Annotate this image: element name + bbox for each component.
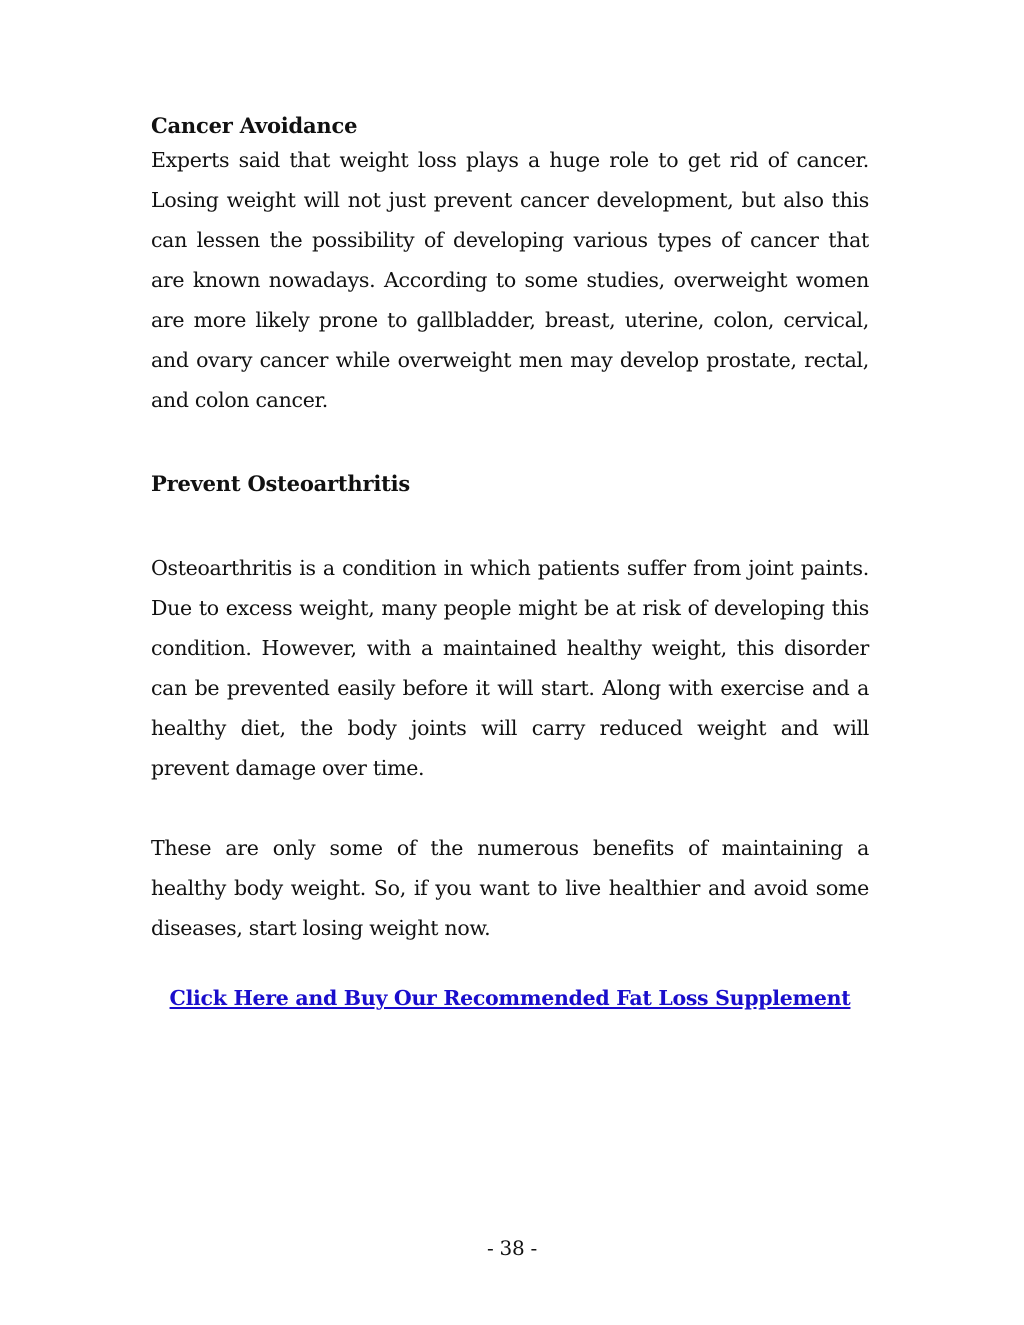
conclusion-paragraph: These are only some of the numerous benefits of maintaining a healthy body weight. So, if you want to live healthier and avoid some diseases, start losing weight now. (151, 836, 869, 940)
cancer-avoidance-heading: Cancer Avoidance (151, 113, 358, 138)
prevent-osteoarthritis-heading: Prevent Osteoarthritis (151, 471, 411, 496)
buy-supplement-link[interactable]: Click Here and Buy Our Recommended Fat Loss Supplement (169, 986, 851, 1010)
page-number: - 38 - (487, 1236, 537, 1260)
document-page (151, 110, 869, 1010)
cancer-avoidance-paragraph: Experts said that weight loss plays a huge role to get rid of cancer. Losing weight will not just prevent cancer development, but also this can lessen the possibility of developing various types of cancer that are known nowadays. According to some studies, overweight women are more likely prone to gallbladder, breast, uterine, colon, cervical, and ovary cancer while overweight men may develop prostate, rectal, and colon cancer. (151, 148, 869, 412)
cta-link-container (151, 986, 869, 1010)
osteoarthritis-paragraph: Osteoarthritis is a condition in which patients suffer from joint paints. Due to excess weight, many people might be at risk of developing this condition. However, with a maintained healthy weight, this disorder can be prevented easily before it will start. Along with exercise and a healthy diet, the body joints will carry reduced weight and will prevent damage over time. (151, 556, 869, 780)
